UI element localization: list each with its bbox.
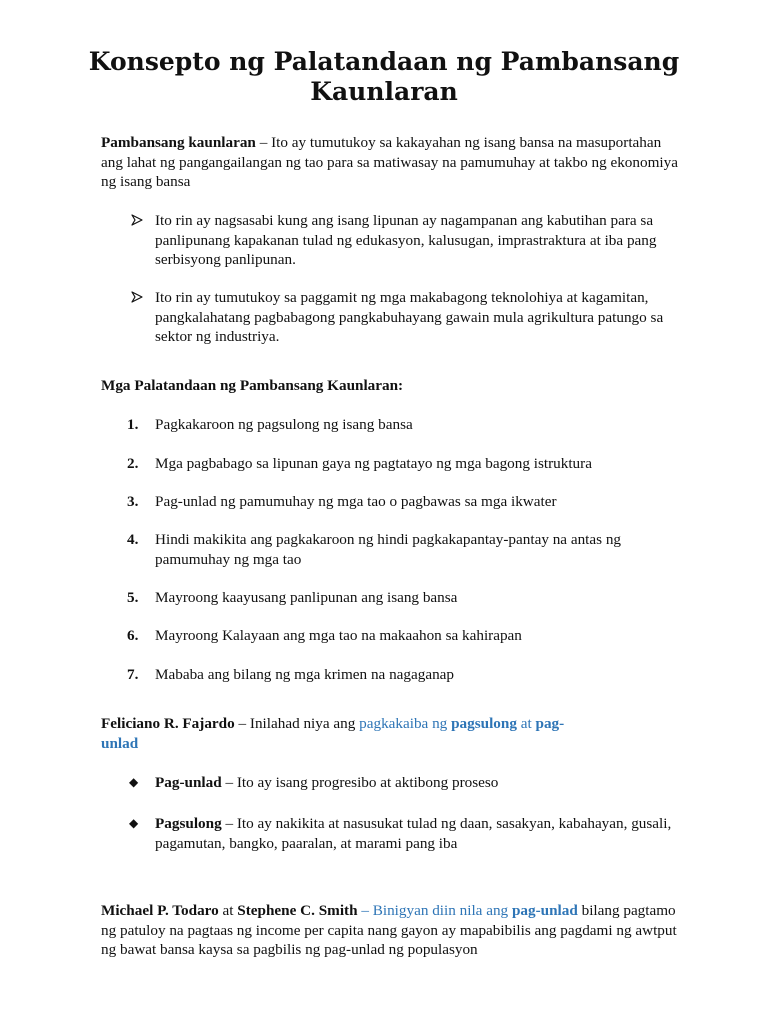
list-number: 7. (127, 666, 139, 683)
connector-text: at (218, 902, 238, 919)
definition-paragraph (101, 133, 681, 192)
dash-text: – (357, 902, 373, 919)
fajardo-paragraph (101, 714, 571, 753)
list-item: Pag-unlad ng pamumuhay ng mga tao o pagbawas sa mga ikwater (155, 493, 557, 510)
diamond-bullet-icon: ◆ (129, 775, 139, 789)
arrow-bullet-text: Ito rin ay tumutukoy sa paggamit ng mga makabagong teknolohiya at kagamitan, pangkalahatang pagbabagong pangkabuhayang gawain mula agrikultura patungo sa sektor ng industriya. (155, 289, 664, 345)
bullet-term: Pagsulong (155, 815, 222, 832)
list-number: 3. (127, 493, 139, 510)
fajardo-term-pagsulong: pagsulong (451, 715, 517, 732)
list-heading: Mga Palatandaan ng Pambansang Kaunlaran: (101, 377, 404, 394)
arrow-bullet-text: Ito rin ay nagsasabi kung ang isang lipunan ay nagampanan ang kabutihan para sa panlipunang kapakanan tulad ng edukasyon, kalusugan, imprastraktura at iba pang serbisyong panlipunan. (155, 212, 657, 268)
bullet-desc: – Ito ay isang progresibo at aktibong proseso (221, 774, 499, 791)
fajardo-highlight: pagkakaiba ng (359, 715, 452, 732)
list-item: Mga pagbabago sa lipunan gaya ng pagtatayo ng mga bagong istruktura (155, 455, 592, 472)
arrow-bullet-icon (131, 288, 157, 308)
list-number: 6. (127, 627, 139, 644)
definition-text: – Ito ay tumutukoy sa kakayahan ng isang bansa na masuportahan ang lahat ng pangangailangan ng tao para sa matiwasay na pamumuhay at takbo ng ekonomiya ng isang bansa (101, 134, 678, 190)
list-number: 4. (127, 531, 139, 548)
bullet-desc: – Ito ay nakikita at nasusukat tulad ng daan, sasakyan, kabahayan, gusali, pagamutan, bangko, paaralan, at marami pang iba (155, 815, 672, 852)
list-number: 2. (127, 455, 139, 472)
list-item: Mayroong Kalayaan ang mga tao na makaahon sa kahirapan (155, 627, 522, 644)
list-item: Mababa ang bilang ng mga krimen na nagaganap (155, 666, 455, 683)
list-item: Hindi makikita ang pagkakaroon ng hindi pagkakapantay-pantay na antas ng pamumuhay ng mga tao (155, 531, 622, 568)
fajardo-text: – Inilahad niya ang (234, 715, 360, 732)
list-item: Mayroong kaayusang panlipunan ang isang bansa (155, 589, 458, 606)
diamond-bullet-icon: ◆ (129, 816, 139, 830)
diamond-bullet-text (155, 814, 675, 853)
author-name: Stephene C. Smith (237, 902, 358, 919)
fajardo-term-pag-unlad: pag-unlad (101, 715, 565, 752)
todaro-paragraph (101, 901, 681, 960)
todaro-term-pag-unlad: pag-unlad (511, 902, 578, 919)
list-item: Pagkakaroon ng pagsulong ng isang bansa (155, 416, 413, 433)
definition-term: Pambansang kaunlaran (101, 134, 256, 151)
bullet-term: Pag-unlad (155, 774, 222, 791)
author-name: Michael P. Todaro (101, 902, 219, 919)
author-name: Feliciano R. Fajardo (101, 715, 235, 732)
diamond-bullet-text (155, 773, 675, 793)
list-number: 5. (127, 589, 139, 606)
todaro-highlight: Binigyan diin nila ang (372, 902, 512, 919)
arrow-bullet-icon (131, 211, 157, 231)
todaro-text: bilang pagtamo ng patuloy na pagtaas ng income per capita nang gayon ay mapabibilis ang pagdami ng awtput ng bawat bansa kaysa sa pagbilis ng pag-unlad ng populasyon (101, 902, 677, 958)
list-number: 1. (127, 416, 139, 433)
fajardo-highlight: at (516, 715, 536, 732)
document-title: Konsepto ng Palatandaan ng Pambansang Kaunlaran (88, 47, 680, 106)
